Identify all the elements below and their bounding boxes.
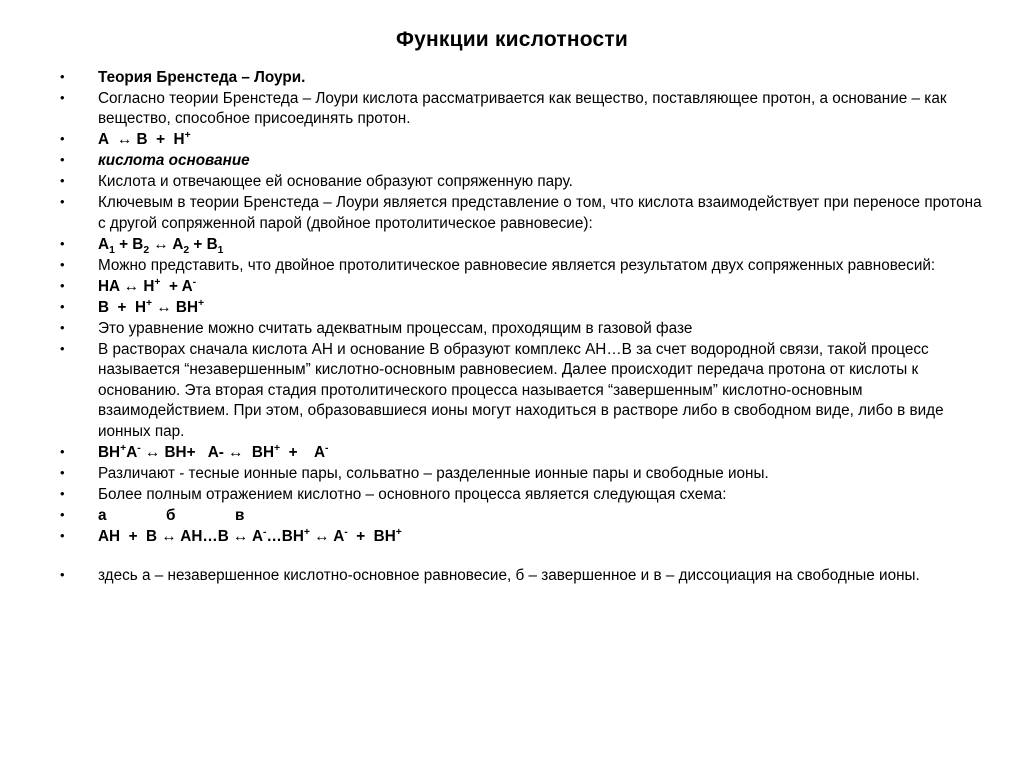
bullet-text-double-equilibrium: • Можно представить, что двойное протолитическое равновесие является результатом двух сопряженных равновесий: <box>98 256 936 274</box>
bullet-text-key-idea: • Ключевым в теории Бренстеда – Лоури является представление о том, что кислота взаимодействует при переносе протона с другой сопряженной парой (двойное протолитическое равновесие): <box>98 194 982 232</box>
equation-bha: • BH+A- ↔ BH+ A- ↔ BH+ + A- <box>98 442 329 461</box>
bullet-text-full-scheme-intro: • Более полным отражением кислотно – основного процесса является следующая схема: <box>98 485 727 503</box>
list-item <box>50 464 990 484</box>
bullet-text-definition: • Согласно теории Бренстеда – Лоури кислота рассматривается как вещество, поставляющее протон, а основание – как вещество, способное присоединять протон. <box>98 89 947 128</box>
list-spacer <box>50 548 990 566</box>
equation-a1-b2: • $A_1 + B_2$ ↔ $A_2 + B_1$ <box>98 235 224 256</box>
scheme-equation: • AH + B ↔ AH…B ↔ A-…BH+ ↔ A- + BH+ <box>98 526 402 545</box>
list-item <box>50 298 990 318</box>
bullet-text-theory-heading: • Теория Бренстеда – Лоури. <box>98 69 306 86</box>
list-item <box>50 68 990 88</box>
list-item <box>50 277 990 297</box>
list-item <box>50 506 990 526</box>
list-item <box>50 235 990 255</box>
list-item <box>50 151 990 171</box>
list-item <box>50 485 990 505</box>
equation-a-b-h: • A ↔ B + H+ <box>98 130 191 149</box>
list-item <box>50 193 990 234</box>
list-item <box>50 527 990 547</box>
page-title: Функции кислотности <box>395 28 629 51</box>
bullet-text-conjugate-pair: • Кислота и отвечающее ей основание образуют сопряженную пару. <box>98 173 573 191</box>
list-item <box>50 89 990 130</box>
slide-body <box>0 60 1024 587</box>
equation-ha: • HA ↔ H+ + A- <box>98 276 197 295</box>
list-item <box>50 256 990 276</box>
bullet-text-ion-pairs: • Различают - тесные ионные пары, сольватно – разделенные ионные пары и свободные ионы. <box>98 464 769 482</box>
bullet-text-legend: • здесь а – незавершенное кислотно-основное равновесие, б – завершенное и в – диссоциация на свободные ионы. <box>98 567 920 585</box>
list-item <box>50 172 990 192</box>
list-item <box>50 130 990 150</box>
list-item <box>50 340 990 442</box>
bullet-text-gas-phase: • Это уравнение можно считать адекватным процессам, проходящим в газовой фазе <box>98 319 693 337</box>
scheme-labels: • а б в <box>98 506 245 524</box>
bullet-list <box>50 68 990 587</box>
bullet-text-solution-paragraph: • В растворах сначала кислота АН и основание В образуют комплекс АН…В за счет водородной связи, такой процесс называется “незавершенным” кислотно-основным равновесием. Далее происходит передача протона от кислоты к основанию. Эта вторая стадия протолитического процесса называется “завершенным” кислотно-основным взаимодействием. При этом, образовавшиеся ионы могут находиться в растворе либо в свободном виде, либо в виде ионных пар. <box>98 340 944 440</box>
list-item <box>50 443 990 463</box>
acid-base-labels: • кислота основание <box>98 152 250 170</box>
list-item <box>50 566 990 586</box>
equation-b-h: • B + H+ ↔ BH+ <box>98 297 205 316</box>
list-item <box>50 319 990 339</box>
